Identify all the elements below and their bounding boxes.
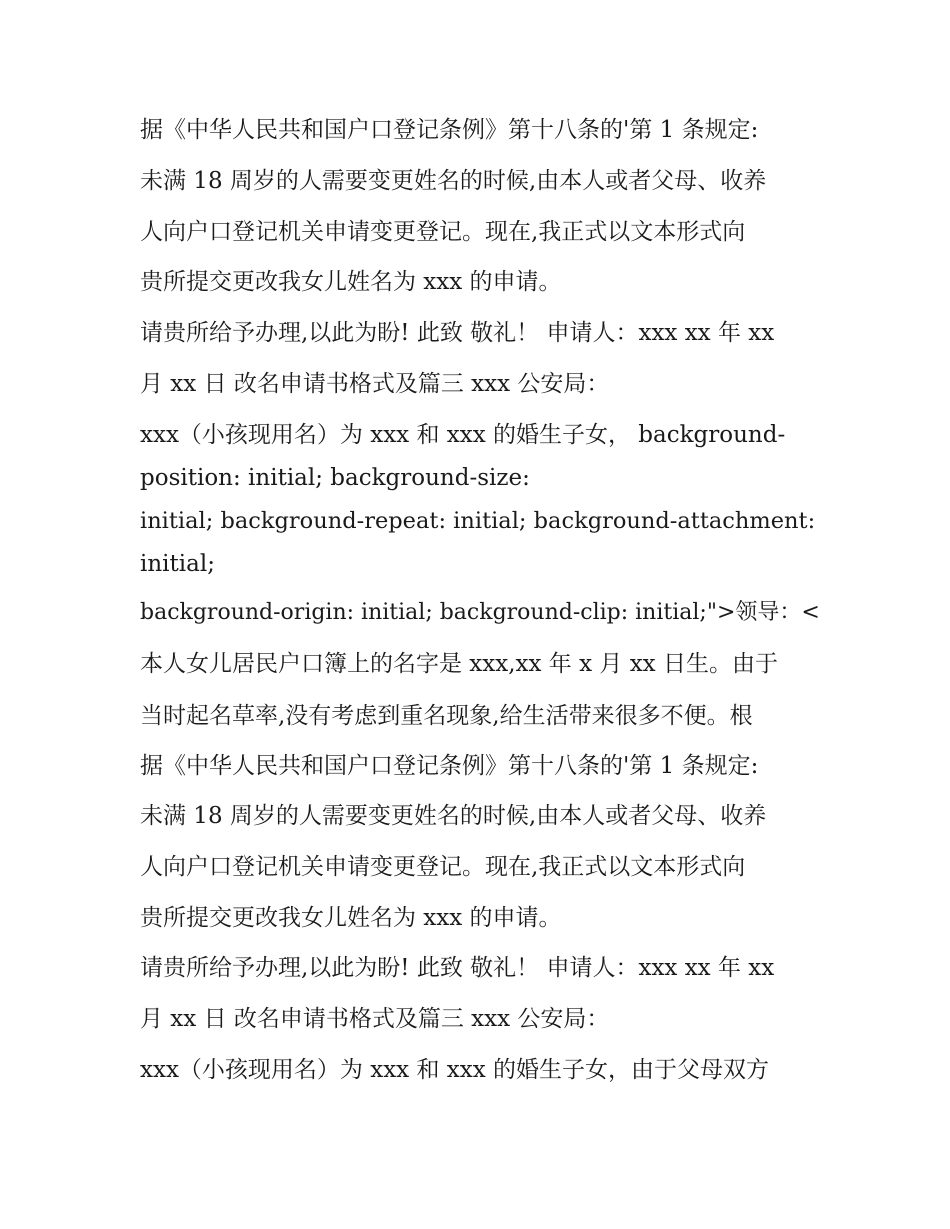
text-line: xxx（小孩现用名）为 xxx 和 xxx 的婚生子女，由于父母双方 [140,1057,769,1083]
text-line: 当时起名草率,没有考虑到重名现象,给生活带来很多不便。根 [140,703,753,729]
text-line: 未满 18 周岁的人需要变更姓名的时候,由本人或者父母、收养 [140,168,767,194]
text-line: 人向户口登记机关申请变更登记。现在,我正式以文本形式向 [140,854,746,880]
text-line: 据《中华人民共和国户口登记条例》第十八条的'第 1 条规定: [140,117,759,143]
text-line: 月 xx 日 改名申请书格式及篇三 xxx 公安局： [140,1006,610,1032]
text-line: initial; background-repeat: initial; background-attachment: [140,508,816,534]
text-line: 未满 18 周岁的人需要变更姓名的时候,由本人或者父母、收养 [140,803,767,829]
text-line: position: initial; background-size: [140,465,530,491]
text-line: 月 xx 日 改名申请书格式及篇三 xxx 公安局： [140,371,610,397]
text-line: background-origin: initial; background-clip: initial;">领导：< [140,600,820,625]
text-line: 本人女儿居民户口簿上的名字是 xxx,xx 年 x 月 xx 日生。由于 [140,651,778,677]
text-line: xxx（小孩现用名）为 xxx 和 xxx 的婚生子女， background- [140,422,786,448]
text-line: 请贵所给予办理,以此为盼! 此致 敬礼！ 申请人：xxx xx 年 xx [140,955,775,981]
text-line: 人向户口登记机关申请变更登记。现在,我正式以文本形式向 [140,219,746,245]
text-line: 贵所提交更改我女儿姓名为 xxx 的申请。 [140,269,562,295]
text-line: initial; [140,551,215,577]
text-line: 贵所提交更改我女儿姓名为 xxx 的申请。 [140,905,562,931]
text-line: 请贵所给予办理,以此为盼! 此致 敬礼！ 申请人：xxx xx 年 xx [140,320,775,346]
text-line: 据《中华人民共和国户口登记条例》第十八条的'第 1 条规定: [140,753,759,779]
